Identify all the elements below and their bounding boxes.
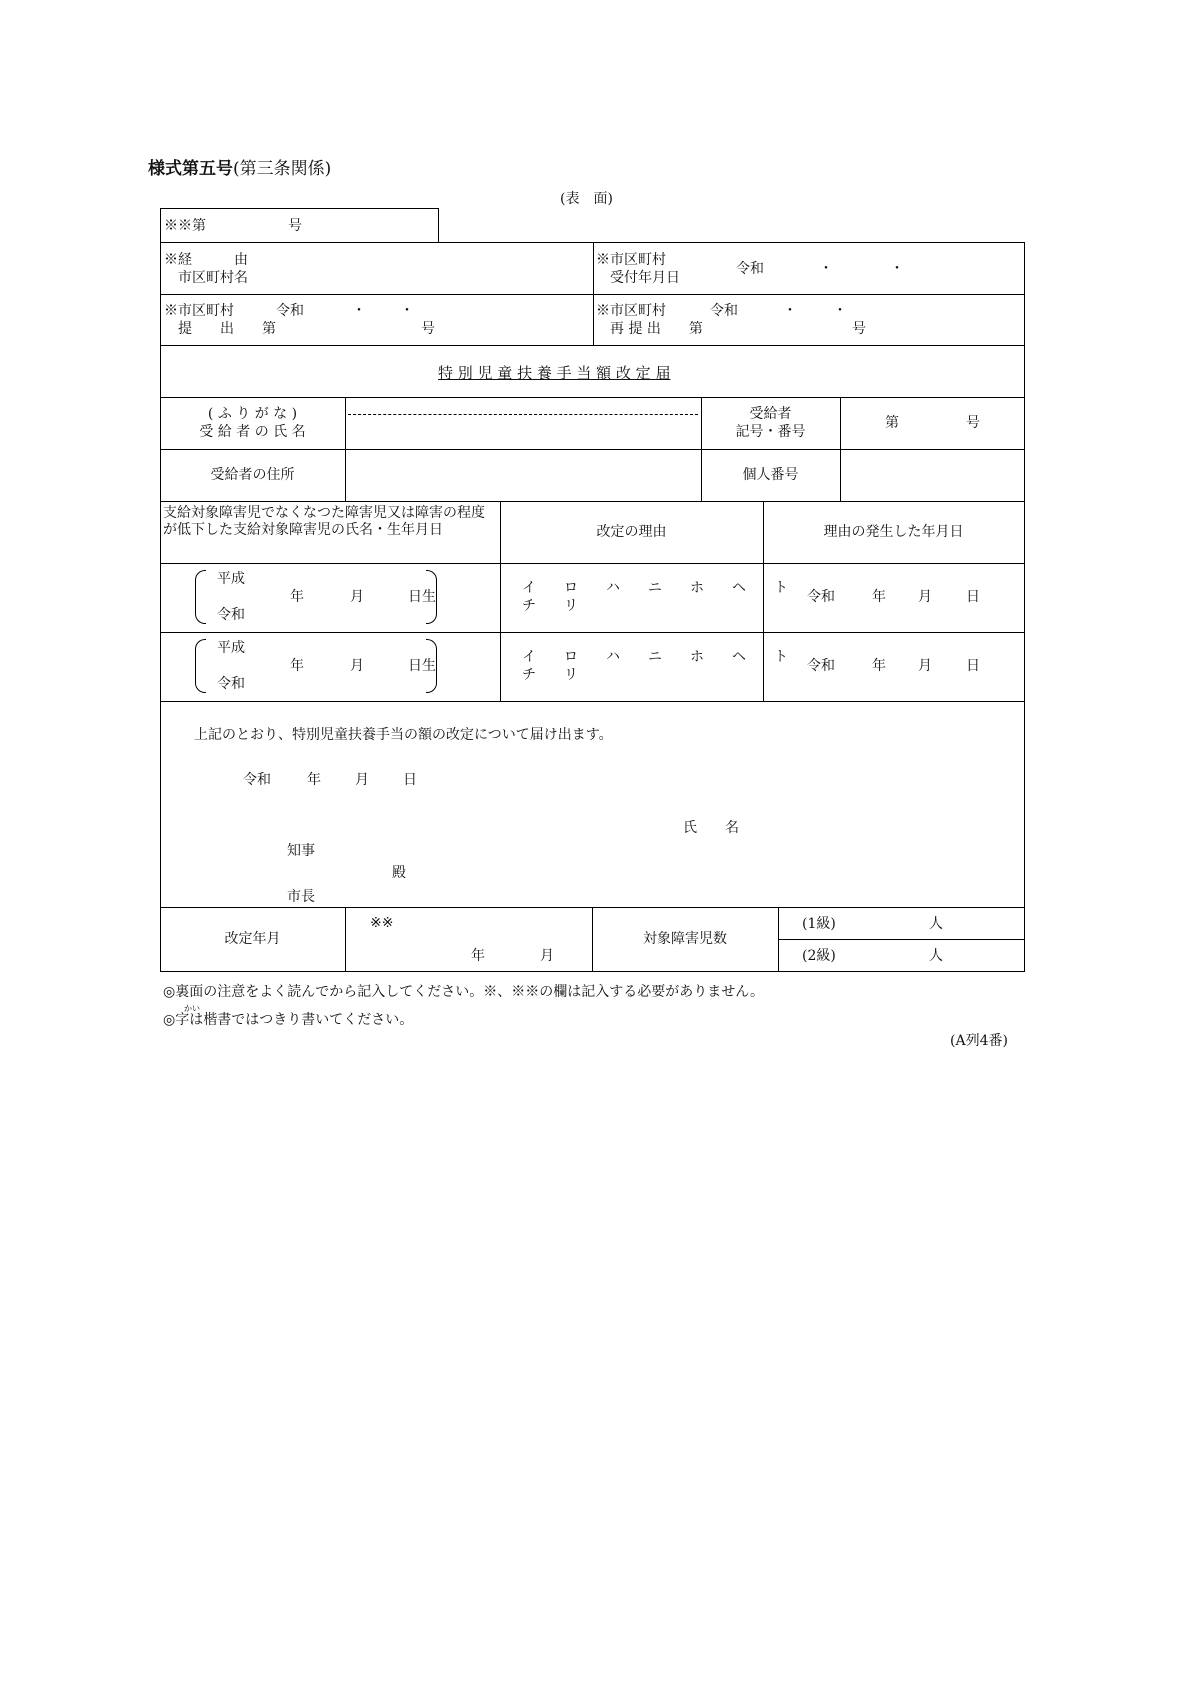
grade1-label: (1級) (802, 916, 836, 932)
via-municipality-name-label: 市区町村名 (178, 270, 248, 286)
declaration-date-era: 令和 (243, 772, 271, 788)
resubmission-dot-1: ・ (783, 303, 797, 319)
submission-era: 令和 (276, 303, 304, 319)
note-instructions: ◎裏面の注意をよく読んでから記入してください。※、※※の欄は記入する必要がありません。 (163, 984, 765, 1000)
reason-options-line1: イ ロ ハ ニ ホ ヘ ト (522, 580, 788, 596)
reception-date-label: 受付年月日 (610, 270, 680, 286)
personal-number-label: 個人番号 (742, 467, 799, 483)
birth-month-unit: 月 (350, 589, 364, 605)
submission-dot-1: ・ (352, 303, 366, 319)
reception-dot-2: ・ (890, 261, 904, 277)
recipient-id-sublabel: 記号・番号 (735, 424, 806, 440)
addressee-governor: 知事 (287, 843, 315, 859)
occurrence-day-unit: 日 (966, 658, 980, 674)
recipient-name-label: 受 給 者 の 氏 名 (199, 424, 306, 440)
birth-era-reiwa: 令和 (217, 676, 245, 692)
occurrence-era: 令和 (807, 658, 835, 674)
revision-year-unit: 年 (471, 948, 485, 964)
birth-year-unit: 年 (290, 589, 304, 605)
birth-day-unit: 日生 (408, 589, 436, 605)
child-name-header: 支給対象障害児でなくなつた障害児又は障害の程度が低下した支給対象障害児の氏名・生年月日 (163, 505, 485, 538)
occurrence-year-unit: 年 (872, 589, 886, 605)
submission-number-suffix: 号 (421, 321, 435, 337)
form-main-title: 特 別 児 童 扶 養 手 当 額 改 定 届 (438, 364, 671, 382)
declaration-month-unit: 月 (355, 772, 369, 788)
honorific: 殿 (392, 865, 406, 881)
change-reason-header: 改定の理由 (596, 524, 667, 540)
recipient-address-label: 受給者の住所 (210, 467, 295, 483)
reason-options-line2: チ リ (522, 667, 578, 683)
reason-date-header: 理由の発生した年月日 (823, 524, 964, 540)
birth-era-heisei: 平成 (217, 571, 245, 587)
grade2-person-unit: 人 (929, 948, 943, 964)
resubmission-number-label: 再 提 出 第 (610, 321, 703, 337)
reason-options-line2: チ リ (522, 598, 578, 614)
top-number-suffix: 号 (288, 218, 302, 234)
target-children-count-label: 対象障害児数 (643, 931, 727, 947)
occurrence-era: 令和 (807, 589, 835, 605)
revision-month-unit: 月 (540, 948, 554, 964)
resubmission-municipality-label: ※市区町村 (596, 303, 666, 319)
occurrence-day-unit: 日 (966, 589, 980, 605)
occurrence-month-unit: 月 (918, 589, 932, 605)
declaration-day-unit: 日 (403, 772, 417, 788)
paper-size: (A列4番) (950, 1033, 1008, 1049)
submission-number-label: 提 出 第 (178, 321, 276, 337)
resubmission-dot-2: ・ (833, 303, 847, 319)
recipient-id-prefix: 第 (885, 415, 899, 431)
occurrence-month-unit: 月 (918, 658, 932, 674)
recipient-id-suffix: 号 (966, 415, 980, 431)
form-header (148, 154, 331, 179)
addressee-mayor: 市長 (287, 889, 315, 905)
form-title: 様式第五号 (148, 159, 233, 179)
birth-day-unit: 日生 (408, 658, 436, 674)
revision-month-label: 改定年月 (224, 931, 281, 947)
side-label: (表 面) (560, 191, 613, 207)
birth-era-reiwa: 令和 (217, 607, 245, 623)
submission-municipality-label: ※市区町村 (164, 303, 234, 319)
declaration-statement: 上記のとおり、特別児童扶養手当の額の改定について届け出ます。 (194, 727, 613, 743)
furigana-label: ( ふ り が な ) (207, 406, 298, 422)
resubmission-number-suffix: 号 (852, 321, 866, 337)
submission-dot-2: ・ (400, 303, 414, 319)
reception-era: 令和 (736, 261, 764, 277)
note-ruby: かい (184, 1004, 200, 1013)
resubmission-era: 令和 (710, 303, 738, 319)
recipient-id-label: 受給者 (749, 406, 792, 422)
top-number-prefix: ※※第 (164, 218, 206, 234)
form-relation: (第三条関係) (233, 159, 332, 179)
birth-era-heisei: 平成 (217, 640, 245, 656)
reason-options-line1: イ ロ ハ ニ ホ ヘ ト (522, 649, 788, 665)
birth-month-unit: 月 (350, 658, 364, 674)
reception-municipality-label: ※市区町村 (596, 252, 666, 268)
occurrence-year-unit: 年 (872, 658, 886, 674)
note-handwriting: ◎字は楷書ではつきり書いてください。 (163, 1012, 414, 1028)
grade2-label: (2級) (802, 948, 836, 964)
grade1-person-unit: 人 (929, 916, 943, 932)
birth-year-unit: 年 (290, 658, 304, 674)
applicant-name-label: 氏 名 (683, 820, 739, 836)
revision-month-mark: ※※ (370, 915, 394, 931)
reception-dot-1: ・ (819, 261, 833, 277)
via-municipality-label: ※経 由 (164, 252, 248, 268)
declaration-year-unit: 年 (307, 772, 321, 788)
